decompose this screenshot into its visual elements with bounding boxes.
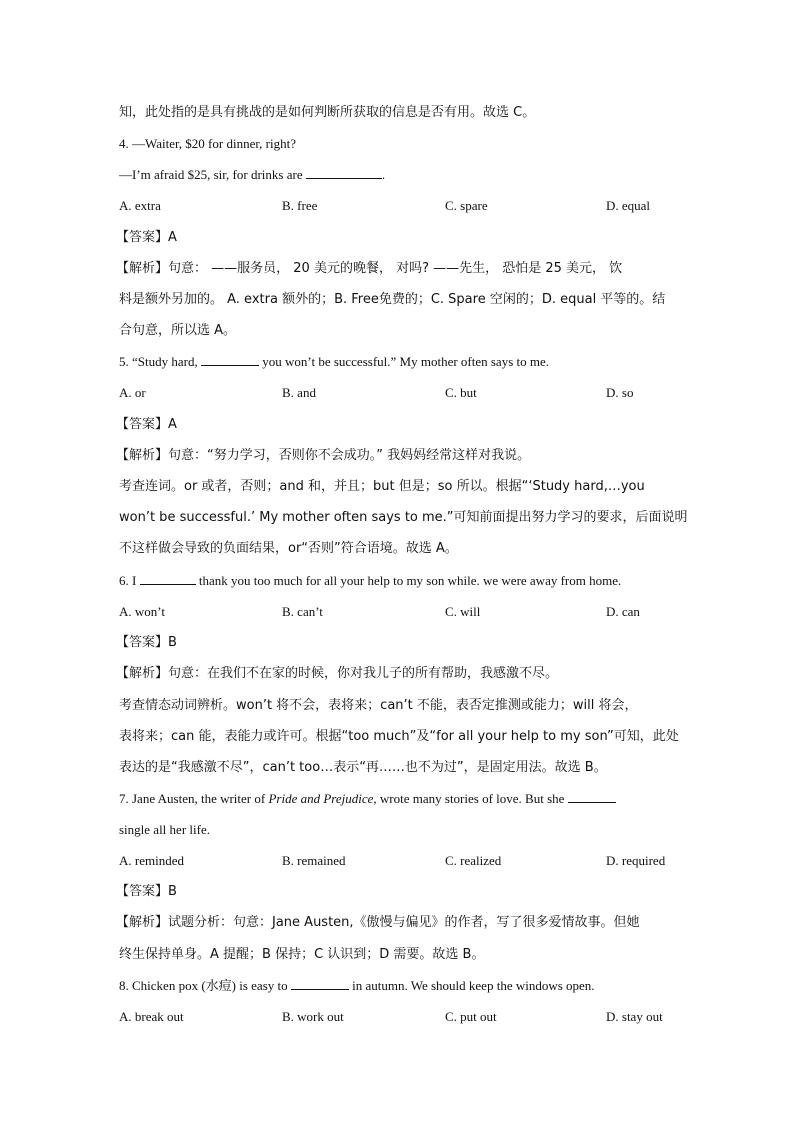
answer-blank [291,977,349,990]
question-4-analysis-1: 【解析】句意： ——服务员， 20 美元的晚餐， 对吗? ——先生， 恐怕是 25 美元， 饮 [116,261,623,276]
question-6-analysis-3: 表将来；can 能，表能力或许可。根据“too much”及“for all your help to my son”可知，此处 [119,729,679,744]
q5-text-pre: 5. “Study hard, [119,354,201,369]
answer-blank [140,572,196,585]
q6-text-post: thank you too much for all your help to my son while. we were away from home. [195,573,622,588]
option-b: B. and [282,385,316,400]
option-c: C. but [445,385,477,400]
answer-blank [568,790,616,803]
question-5-line-1 [119,353,676,370]
option-a: A. break out [119,1009,184,1024]
question-7-analysis-2: 终生保持单身。A 提醒；B 保持；C 认识到；D 需要。故选 B。 [119,947,485,962]
book-title: Pride and Prejudice [268,791,374,806]
option-c: C. realized [445,853,502,868]
question-6-analysis-1: 【解析】句意：在我们不在家的时候，你对我儿子的所有帮助，我感激不尽。 [116,666,559,681]
question-5-analysis-1: 【解析】句意：“努力学习，否则你不会成功。” 我妈妈经常这样对我说。 [116,448,531,463]
option-b: B. work out [282,1009,344,1024]
question-4-analysis-3: 合句意，所以选 A。 [119,323,237,338]
question-7-answer: 【答案】B [116,884,177,899]
option-a: A. won’t [119,604,165,619]
q6-text-pre: 6. I [119,573,140,588]
question-7-analysis-1: 【解析】试题分析：句意：Jane Austen,《傲慢与偏见》的作者，写了很多爱情故事。但她 [116,915,640,930]
option-d: D. required [606,853,666,868]
question-6-analysis-2: 考查情态动词辨析。won’t 将不会，表将来；can’t 不能，表否定推测或能力；will 将会， [119,698,638,713]
option-a: A. extra [119,198,161,213]
question-5-analysis-4: 不这样做会导致的负面结果，or“否则”符合语境。故选 A。 [119,541,458,556]
question-4-line-2 [119,166,676,183]
option-d: D. can [606,604,640,619]
q4-text-post: . [381,167,386,182]
question-6-answer: 【答案】B [116,635,177,650]
option-d: D. so [606,385,634,400]
option-c: C. put out [445,1009,497,1024]
option-b: B. remained [282,853,346,868]
question-5-analysis-3: won’t be successful.’ My mother often says to me.”可知前面提出努力学习的要求，后面说明 [119,510,688,525]
question-5-analysis-2: 考查连词。or 或者，否则；and 和，并且；but 但是；so 所以。根据“‘Study hard,…you [119,479,645,494]
option-d: D. stay out [606,1009,663,1024]
q4-text-pre: —I’m afraid $25, sir, for drinks are [119,167,306,182]
question-5-answer: 【答案】A [116,417,177,432]
option-c: C. will [445,604,481,619]
option-b: B. free [282,198,318,213]
question-7-line-2: single all her life. [119,822,210,837]
question-6-analysis-4: 表达的是“我感激不尽”，can’t too…表示“再……也不为过”，是固定用法。故选 B。 [119,760,607,775]
q7-text-post: , wrote many stories of love. But she [373,791,568,806]
continuation-text: 知，此处指的是具有挑战的是如何判断所获取的信息是否有用。故选 C。 [119,105,536,120]
q8-text-pre: 8. Chicken pox (水痘) is easy to [119,978,291,993]
option-d: D. equal [606,198,651,213]
question-6-line-1 [119,572,676,589]
answer-blank [201,353,259,366]
option-a: A. or [119,385,146,400]
question-7-line-1 [119,790,676,807]
question-4-answer: 【答案】A [116,230,177,245]
q7-text-pre: 7. Jane Austen, the writer of [119,791,269,806]
option-b: B. can’t [282,604,323,619]
q8-text-post: in autumn. We should keep the windows open. [348,978,595,993]
option-a: A. reminded [119,853,184,868]
question-4-line-1: 4. —Waiter, $20 for dinner, right? [119,136,296,151]
answer-blank [306,166,382,179]
question-8-line-1 [119,977,676,994]
question-4-analysis-2: 料是额外另加的。 A. extra 额外的；B. Free免费的；C. Spare 空闲的；D. equal 平等的。结 [119,292,666,307]
option-c: C. spare [445,198,488,213]
q5-text-post: you won’t be successful.” My mother often says to me. [258,354,550,369]
